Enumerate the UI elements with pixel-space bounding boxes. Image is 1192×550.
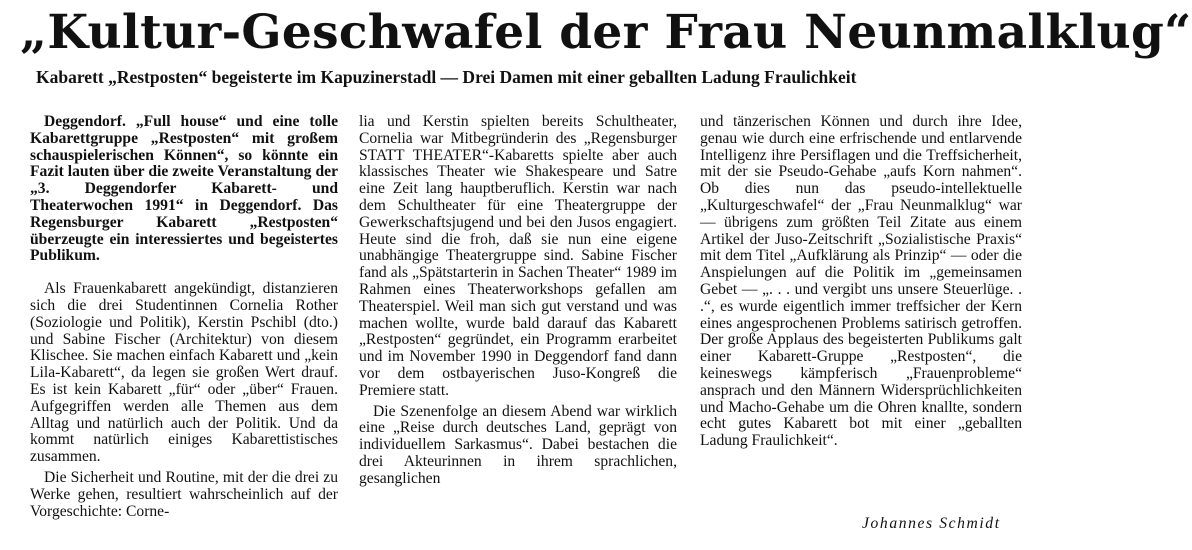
text-column-2 bbox=[359, 114, 677, 488]
body-paragraph: Die Sicherheit und Routine, mit der die drei zu Werke gehen, resultiert wahrscheinlich auf der Vorgeschichte: Corne- bbox=[30, 468, 338, 520]
body-paragraph: und tänzerischen Können und durch ihre Idee, genau wie durch eine erfrischende und entlarvende Intelligenz ihre Persiflagen und die Treffsicherheit, mit der sie Pseudo-Gehabe „aufs Korn nahmen“. Ob dies nun das pseudo-intellektuelle „Kulturgeschwafel“ der „Frau Neunmalklug“ war — übrigens zum größten Teil Zitate aus einem Artikel der Juso-Zeitschrift „Sozialistische Praxis“ mit dem Titel „Aufklärung als Prinzip“ — oder die Anspielungen auf die Politik im „gemeinsamen Gebet — „. . . und vergibt uns unsere Steuerlüge. . .“, es wurde eigentlich immer treffsicher der Kern eines angesprochenen Problems satirisch getroffen. Der große Applaus des begeisterten Publikums galt einer Kabarett-Gruppe „Restposten“, die keineswegs kämpferisch „Frauenprobleme“ ansprach und den Männern Widersprüchlichkeiten und Macho-Gehabe um die Ohren knallte, sondern echt gutes Kabarett bot mit einer „geballten Ladung Fraulichkeit“. bbox=[700, 113, 1022, 450]
text-column-1 bbox=[30, 114, 338, 520]
body-paragraph: Als Frauenkabarett angekündigt, distanzieren sich die drei Studentinnen Cornelia Rother (Soziologie und Politik), Kerstin Pschibl (dto.) und Sabine Fischer (Architektur) von diesem Klischee. Sie machen einfach Kabarett und „kein Lila-Kabarett“, da legen sie großen Wert drauf. Es ist kein Kabarett „für“ oder „über“ Frauen. Aufgegriffen werden alle Themen aus dem Alltag und natürlich auch der Politik. Und da kommt natürlich einiges Kabarettistisches zusammen. bbox=[30, 280, 338, 466]
article-lead: Deggendorf. „Full house“ und eine tolle Kabarettgruppe „Restposten“ mit großem schauspielerischen Können“, so könnte ein Fazit lauten über die zweite Veranstaltung der „3. Deggendorfer Kabarett- und Theaterwochen 1991“ in Deggendorf. Das Regensburger Kabarett „Restposten“ überzeugte ein interessiertes und begeistertes Publikum. bbox=[30, 113, 338, 265]
article-headline: „Kultur-Geschwafel der Frau Neunmalklug“ bbox=[20, 5, 1192, 60]
text-column-3 bbox=[700, 114, 1022, 450]
body-paragraph: lia und Kerstin spielten bereits Schultheater, Cornelia war Mitbegründerin des „Regensburger STATT THEATER“-Kabaretts spielte aber auch klassisches Theater wie Shakespeare und Satre eine Zeit lang hauptberuflich. Kerstin war nach dem Schultheater für eine Theatergruppe der Gewerkschaftsjugend und bei den Jusos engagiert. Heute sind die froh, daß sie nun eine eigene unabhängige Theatergruppe sind. Sabine Fischer fand als „Spätstarterin in Sachen Theater“ 1989 im Rahmen eines Theaterworkshops gefallen am Theaterspiel. Weil man sich gut verstand und was machen wollte, wurde bald darauf das Kabarett „Restposten“ gegründet, ein Programm erarbeitet und im November 1990 in Deggendorf fand dann vor dem ostbayerischen Juso-Kongreß die Premiere statt. bbox=[359, 113, 677, 399]
author-byline: Johannes Schmidt bbox=[862, 515, 1001, 532]
body-paragraph: Die Szenenfolge an diesem Abend war wirklich eine „Reise durch deutsches Land, geprägt von individuellem Sarkasmus“. Dabei bestachen die drei Akteurinnen in ihrem sprachlichen, gesanglichen bbox=[359, 402, 677, 487]
article-subheadline: Kabarett „Restposten“ begeisterte im Kapuzinerstadl — Drei Damen mit einer geballten Ladung Fraulichkeit bbox=[36, 67, 857, 87]
